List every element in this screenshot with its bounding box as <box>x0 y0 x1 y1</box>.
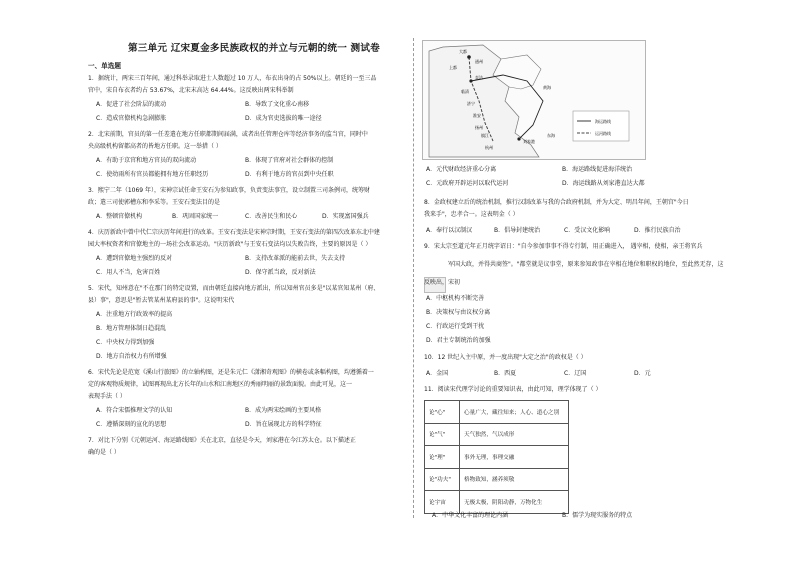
map-label-8: 镇江 <box>481 133 489 138</box>
q11-option-a: A．中华文化丰富的理论内涵 <box>432 512 509 519</box>
q7-option-d: D．海运线路从刘家港直达大都 <box>562 180 645 187</box>
map-label-2: 通州 <box>475 59 483 64</box>
map-label-6: 淮安 <box>473 113 481 118</box>
table-row <box>425 446 569 469</box>
q1-option-b: B．导致了文化重心南移 <box>245 101 310 108</box>
table-cell-key: 论"气" <box>425 423 460 446</box>
q9-option-c: C．行政运行受到干扰 <box>426 323 485 330</box>
table-cell-key: 论宇宙 <box>425 491 460 514</box>
q2-option-a: A．有助于京官和地方官员的双向流动 <box>96 157 197 164</box>
table-row <box>425 491 569 514</box>
q11-line: 11．阅读宋代理学讨论的重要知识表，由此可知，理学体现了（ ） <box>424 386 602 393</box>
q7-option-c: C．元政府开辟运河以取代运河 <box>426 180 509 187</box>
canal-sea-route-map <box>422 40 646 160</box>
q3-line2: 政；遣三司使郭槽东和李采等。王安石变法目的是 <box>88 199 221 206</box>
q9-option-b: B．决策权与由议权分离 <box>426 309 491 316</box>
q7-option-a: A．元代财政经济重心分离 <box>426 166 497 173</box>
q1-line1: 1．据统计，两宋三百年间，通过科举录取进士人数超过 10 万人，布衣出身的占 50%以上。朝廷的一至三品 <box>88 75 377 82</box>
q3-option-a: A．整顿官僚机构 <box>96 213 143 220</box>
q11-option-b: B．儒学为现实服务的特点 <box>562 512 633 519</box>
section-heading: 一、单选题 <box>88 62 121 70</box>
table-row <box>425 401 569 424</box>
table-cell-key: 论"理" <box>425 446 460 469</box>
column-divider <box>413 38 414 518</box>
q10-line: 10．12 世纪入主中原，并一度出现"大定之治"的政权是（ ） <box>424 354 587 361</box>
map-legend-canal-route: 运河路线 <box>595 131 611 136</box>
q8-line1: 8．金政权建立后的统治机制，推行汉制改革与我的合政府机制，并为大定、明昌年间，王朝宫"今日 <box>424 199 689 206</box>
q5-line1: 5．宋代，知州意在"不在那门的特定设置，而由朝廷直接向地方派出，所以知州官员多是"以某官知某州（府、 <box>88 285 380 292</box>
map-label-5: 济宁 <box>467 101 475 106</box>
q10-option-a: A．金国 <box>426 370 449 377</box>
q10-option-b: B．西夏 <box>494 370 517 377</box>
q10-option-d: D．元 <box>634 370 651 377</box>
q5-option-b: B．地方管理体制日趋混乱 <box>96 325 167 332</box>
table-cell-value: 天气独然，气以成形 <box>460 423 569 446</box>
neo-confucian-table <box>424 400 569 514</box>
table-cell-key: 论"心" <box>425 401 460 424</box>
map-label-1: 上都 <box>449 65 457 70</box>
q4-option-a: A．遭到官僚地主强烈的反对 <box>96 255 173 262</box>
q8-option-d: D．推行民族自治 <box>634 227 681 234</box>
q3-option-d: D．实现富国强兵 <box>322 213 369 220</box>
q7-option-b: B．海运路线促进海洋统治 <box>562 166 633 173</box>
q8-line2: 我来手"，忠孝合一。这表明金（ ） <box>424 211 519 218</box>
table-cell-value: 格物致知，涵养须敬 <box>460 468 569 491</box>
q5-option-d: D．地方自治权力有所增强 <box>96 353 167 360</box>
q6-line2: 定的客观物质规律，试图再现出北方长年的山水和江南地区的秀丽明丽的景致面貌。由此可见，这一 <box>88 381 353 388</box>
q7-line2: 确的是（ ） <box>88 449 120 456</box>
map-label-10: 刘家港 <box>523 139 535 144</box>
q1-option-d: D．成为官吏选拔的唯一途径 <box>245 115 322 122</box>
map-label-4: 临清 <box>461 89 469 94</box>
q8-option-a: A．奉行以汉制汉 <box>426 227 473 234</box>
q2-line1: 2．北宋前期，官员的第一任差遣在地方任职都期间届满，或者出任管理仓库等经济事务的监当官，同时中 <box>88 131 368 138</box>
q6-option-d: D．旨在展现北方的科学特征 <box>245 421 322 428</box>
q5-option-a: A．注重地方行政效率的提高 <box>96 311 173 318</box>
q4-option-b: B．支持改革派的能前去世，失去支持 <box>245 255 346 262</box>
table-cell-value: 心量广大，藏往知来；人心、道心之别 <box>460 401 569 424</box>
q8-option-b: B．倡导封建统治 <box>494 227 541 234</box>
table-cell-value: 无极太极，阴阳动静，万物化生 <box>460 491 569 514</box>
q5-option-c: C．中央权力得到加强 <box>96 339 155 346</box>
q8-option-c: C．受汉文化影响 <box>564 227 611 234</box>
table-row <box>425 468 569 491</box>
map-label-7: 扬州 <box>475 125 483 130</box>
q1-line2: 官中，宋自布衣者约占 53.67%，北宋末高达 64.44%。这反映出两宋科举制 <box>88 87 294 94</box>
q9-line2: 军国大政，并得共商签"。"都堂就是议事堂，原来参知政事在宰相在地位和职权的地位，至此然无存，这 <box>448 261 724 268</box>
q1-option-a: A．促进了社会阶层的流动 <box>96 101 167 108</box>
table-row <box>425 423 569 446</box>
q9-line3: 反映出，宋初 <box>424 279 461 286</box>
q2-option-d: D．有利于地方的官员到中央任职 <box>245 171 334 178</box>
q9-option-a: A．中枢机构不断完善 <box>426 295 485 302</box>
map-label-9: 杭州 <box>485 145 493 150</box>
q6-option-b: B．成为两宋绘画的主要风格 <box>245 407 322 414</box>
q6-line3: 表现手法（ ） <box>88 393 126 400</box>
map-legend-sea-route: 海运路线 <box>595 119 611 124</box>
q10-option-c: C．辽国 <box>564 370 587 377</box>
q3-option-c: C．改善民生和民心 <box>245 213 298 220</box>
q6-line1: 6．宋代先论是范宽《溪山行旅图》的立轴构图，还是朱元仁《潇湘奇观图》的横卷或条幅构图，均遵循着一 <box>88 369 374 376</box>
q9-option-d: D．君主专制统治的加强 <box>426 337 491 344</box>
map-label-3: 直沽 <box>475 75 483 80</box>
q2-option-b: B．体现了官府对社会群体的控制 <box>245 157 334 164</box>
q4-option-c: C．用人不当，危害百姓 <box>96 269 161 276</box>
map-label-0: 大都 <box>459 49 467 54</box>
q3-line1: 3．熙宁二年（1069 年），宋神宗试任命王安石为参知政事，负责变法事宜，设立制置三司条例司，统筹财 <box>88 187 370 194</box>
q6-option-a: A．符合宋儒推理文学的认知 <box>96 407 173 414</box>
q4-option-d: D．保守派当政，反对新法 <box>245 269 316 276</box>
q4-line2: 园大率权资者和官僚地主的一场社会改革运动。"庆历新政"与王安石变法均以失败告终，主要的原因是（ ） <box>88 241 372 248</box>
q2-line2: 央高级机构留都高者的皆地方任职。这一举措（ ） <box>88 143 222 150</box>
q3-option-b: B．巩固国家统一 <box>172 213 219 220</box>
q6-option-c: C．遵循深刻的宣化的思想 <box>96 421 167 428</box>
q9-line1: 9．宋太宗至道元年正月统字诏日："自今参加事事不得专行制，用正确进入， 遇宰相，使相，亲王将官兵 <box>424 243 703 250</box>
table-cell-value: 事外无理，事理交融 <box>460 446 569 469</box>
map-label-12: 东海 <box>547 133 555 138</box>
map-label-11: 黄海 <box>543 85 551 90</box>
map-drawing <box>423 41 645 159</box>
q2-option-c: C．使幼雨所有官员都能拥有地方任职经历 <box>96 171 209 178</box>
page-title: 第三单元 辽宋夏金多民族政权的并立与元朝的统一 测试卷 <box>128 43 380 54</box>
q1-option-c: C．造成官僚机构急剧膨胀 <box>96 115 167 122</box>
q5-line2: 县）事"，意思是"暂去管某州某府县的事"。这说明宋代 <box>88 297 235 304</box>
q4-line1: 4．庆历新政中曾中代仁宗庆历年间进行的改革。王安石变法是宋神宗时期，王安石变法的第四次改革东北中建 <box>88 229 380 236</box>
table-cell-key: 论"功夫" <box>425 468 460 491</box>
q7-line1: 7．对比下分别《元朝运河、海运路线图》关在北京，直径是今天，刘家港在今江苏太仓。以下描述正 <box>88 437 356 444</box>
